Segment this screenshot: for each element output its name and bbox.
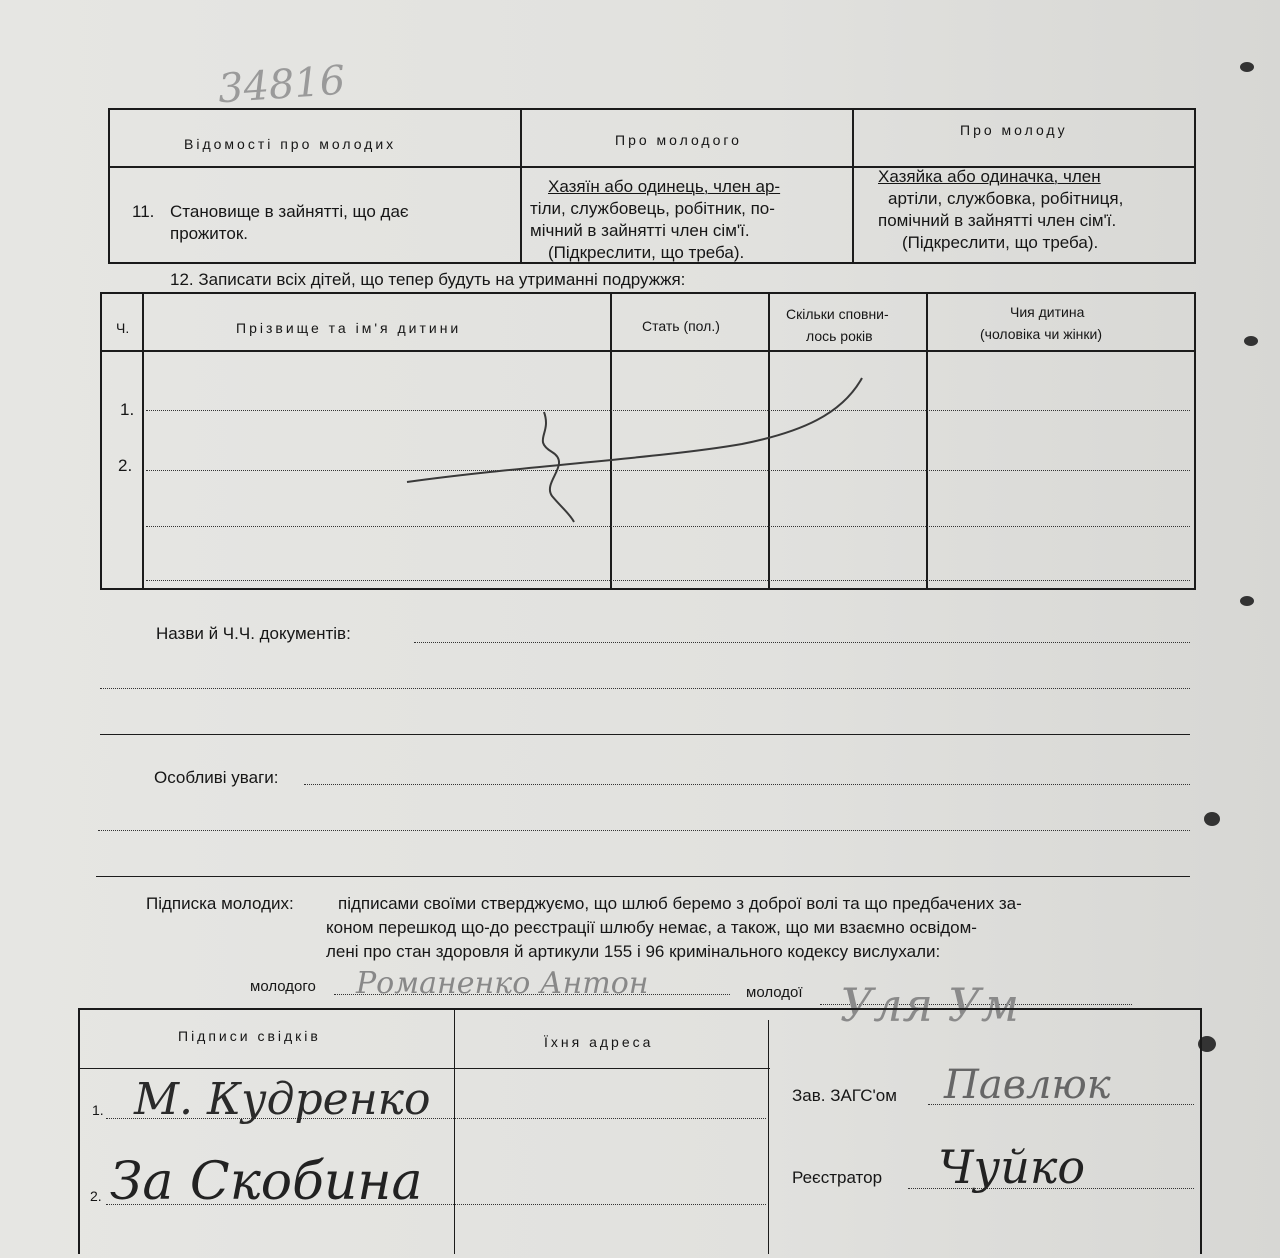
witness-row-number: 1. [92,1102,104,1118]
declaration-line: підписами своїми стверджуємо, що шлюб беремо з доброї волі та що предбачених за- [338,894,1022,913]
header-groom: Про молодого [615,132,742,148]
remarks-label: Особливі уваги: [154,768,279,787]
declaration-line: лені про стан здоровля й артикули 155 і 96 кримінального кодексу вислухали: [326,942,941,961]
bride-signature-label: молодої [746,984,803,1001]
registrar-label: Реєстратор [792,1168,883,1187]
witness-signature: За Скобина [110,1152,423,1212]
punch-hole [1244,336,1258,346]
zags-head-label: Зав. ЗАГС'ом [792,1086,897,1105]
witness-row-number: 2. [90,1188,102,1204]
groom-occupation-options [530,176,848,264]
col-age-1: Скільки сповни- [786,306,889,322]
declaration-label: Підписка молодих: [146,894,294,913]
bride-occupation-options [862,166,1192,254]
punch-hole [1204,812,1220,826]
groom-signature-label: молодого [250,978,316,995]
section12-title: 12. Записати всіх дітей, що тепер будуть на утриманні подружжя: [170,270,686,289]
zags-head-signature: Павлюк [944,1062,1111,1108]
col-number: Ч. [116,320,130,336]
witness-signature: М. Кудренко [134,1074,431,1125]
child-row-number: 2. [118,456,133,475]
archive-number: 34816 [216,57,347,113]
col-whose-2: (чоловіка чи жінки) [980,326,1103,342]
witnesses-box [78,1008,1202,1254]
child-row-number: 1. [120,400,135,419]
section11-number: 11. [132,202,155,221]
strike-through-mark [402,374,872,534]
groom-option-line: мічний в зайнятті член сім'ї. [530,221,750,240]
children-table [100,292,1196,590]
bride-signature: Уля Ум [840,978,1019,1032]
section11-table [108,108,1196,264]
punch-hole [1240,596,1254,606]
section11-label-2: прожиток. [170,224,249,243]
bride-option-line: Хазяйка або одиначка, член [878,167,1101,186]
col-child-name: Прізвище та ім'я дитини [236,320,462,336]
bride-option-line: (Підкреслити, що треба). [902,233,1099,252]
header-bride: Про молоду [960,122,1068,138]
col-sex: Стать (пол.) [642,318,720,334]
groom-option-line: (Підкреслити, що треба). [548,243,745,262]
header-info: Відомості про молодих [184,136,397,152]
col-whose-1: Чия дитина [1010,304,1085,320]
bride-option-line: артіли, службовка, робітниця, [888,189,1124,208]
declaration-line: коном перешкод що-до реєстрації шлюбу немає, а також, що ми взаємно освідом- [326,918,977,937]
groom-option-line: Хазяїн або одинець, член ар- [548,177,781,196]
registrar-signature: Чуйко [938,1140,1086,1194]
documents-label: Назви й Ч.Ч. документів: [156,624,351,643]
witness-signatures-header: Підписи свідків [178,1028,321,1044]
bride-option-line: помічний в зайнятті член сім'ї. [878,211,1117,230]
witness-address-header: Їхня адреса [544,1034,654,1050]
groom-signature: Романенко Антон [356,966,649,1001]
col-age-2: лось років [806,328,873,344]
groom-option-line: тіли, службовець, робітник, по- [530,199,775,218]
punch-hole [1240,62,1254,72]
section11-label-1: Становище в зайнятті, що дає [170,202,409,221]
